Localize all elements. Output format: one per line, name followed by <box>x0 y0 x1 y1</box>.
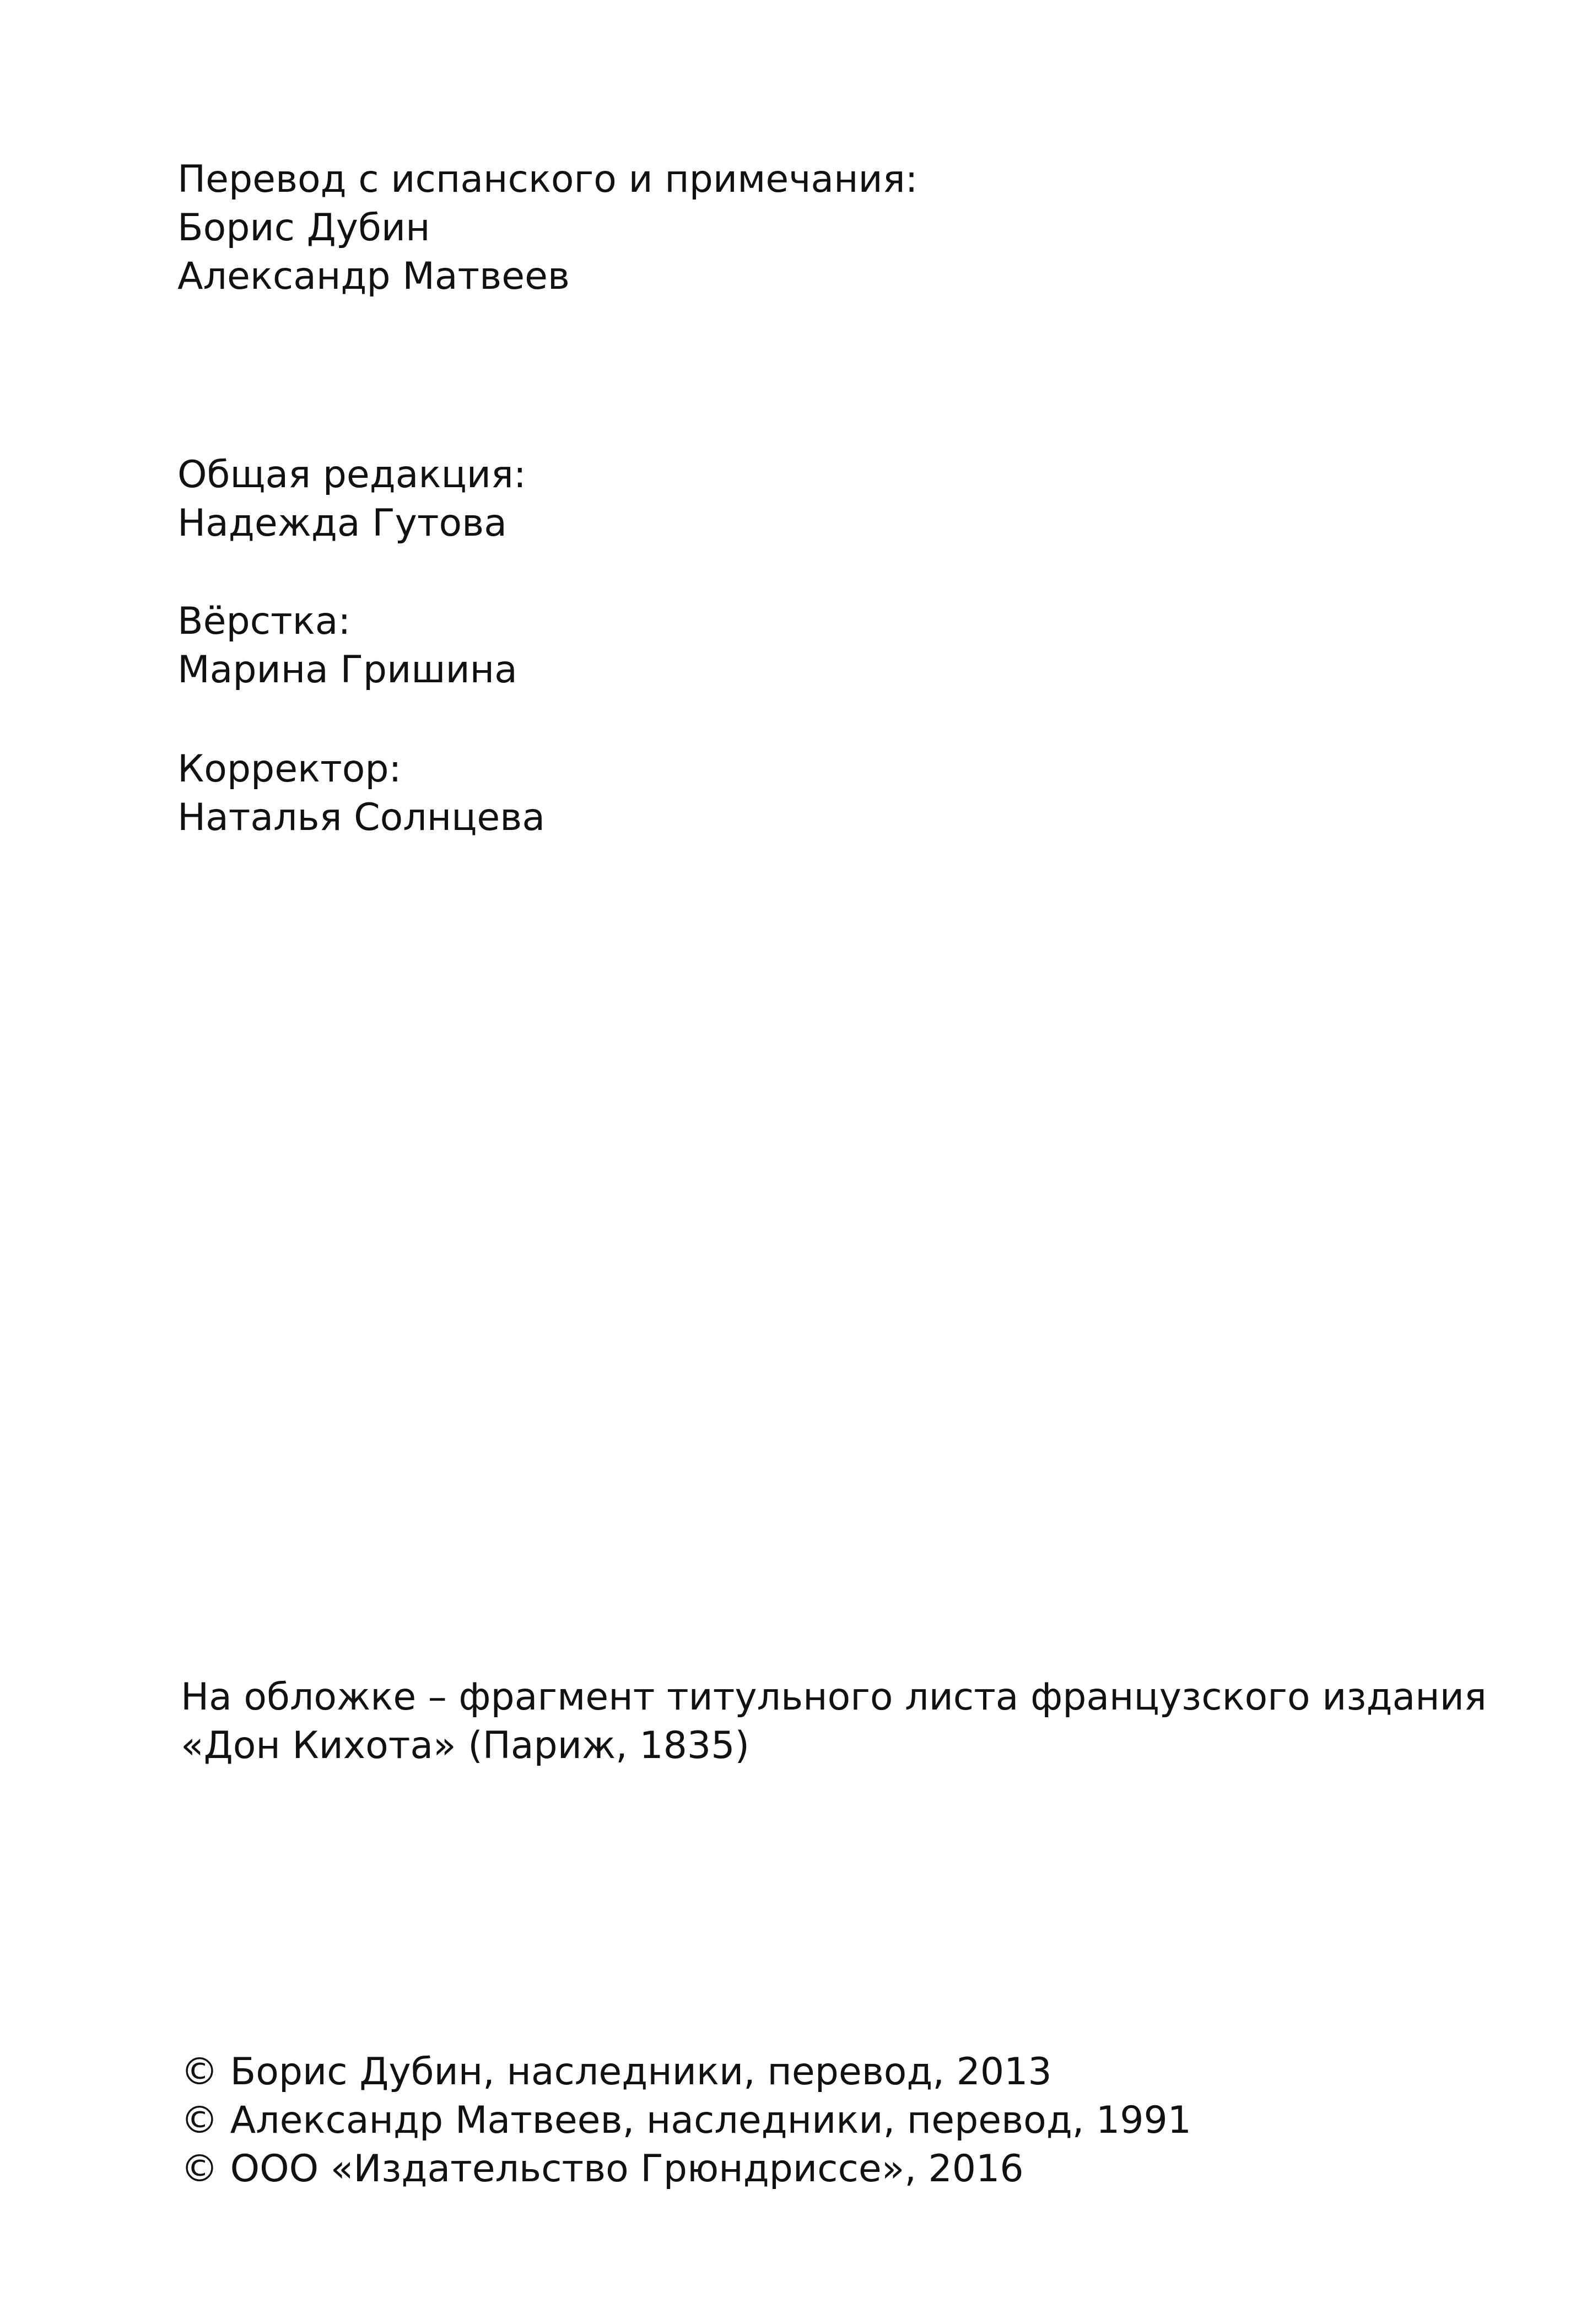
editor-credits <box>177 451 526 548</box>
corrector-credits <box>177 745 545 842</box>
copyright-line: © Борис Дубин, наследники, перевод, 2013 <box>181 2050 1052 2094</box>
translation-credits <box>177 155 918 301</box>
editor-heading: Общая редакция: <box>177 453 526 497</box>
layout-heading: Вёрстка: <box>177 600 351 643</box>
corrector-heading: Корректор: <box>177 747 402 791</box>
translator-name: Александр Матвеев <box>177 255 570 298</box>
cover-note-line: «Дон Кихота» (Париж, 1835) <box>181 1724 749 1767</box>
copyright-line: © Александр Матвеев, наследники, перевод, 1991 <box>181 2099 1192 2142</box>
translator-name: Борис Дубин <box>177 206 430 250</box>
copyright-line: © ООО «Издательство Грюндриссе», 2016 <box>181 2147 1024 2191</box>
editor-name: Надежда Гутова <box>177 502 507 545</box>
translation-heading: Перевод с испанского и примечания: <box>177 158 918 201</box>
corrector-name: Наталья Солнцева <box>177 796 546 839</box>
layout-name: Марина Гришина <box>177 648 517 692</box>
layout-credits <box>177 597 517 694</box>
copyright-notices <box>181 2048 1191 2193</box>
cover-note-line: На обложке – фрагмент титульного листа французского издания <box>181 1675 1487 1719</box>
cover-note <box>181 1673 1487 1770</box>
